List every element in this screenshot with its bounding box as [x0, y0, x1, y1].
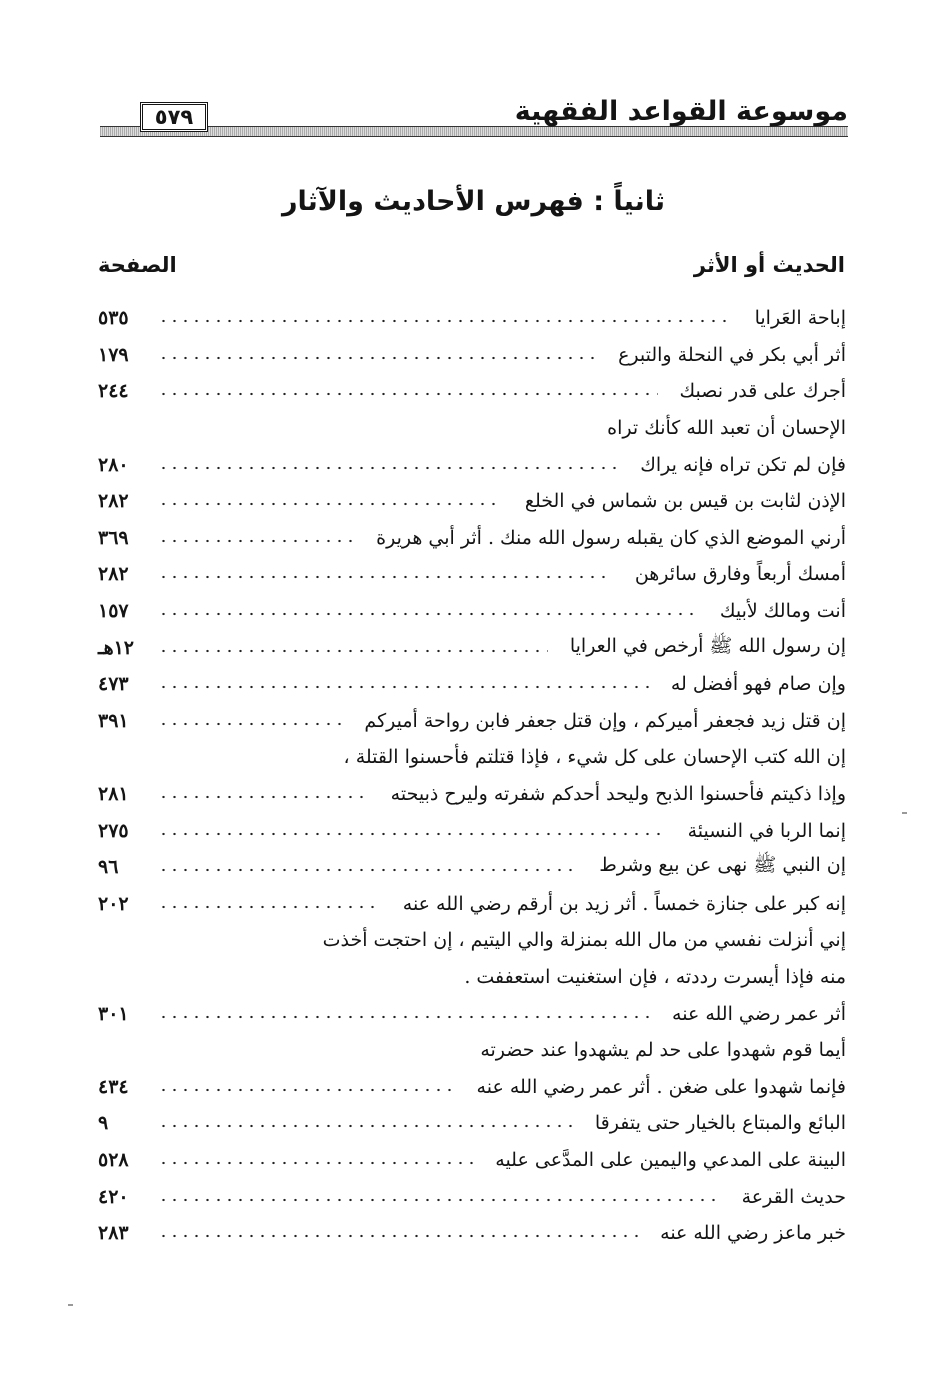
- index-entry: [98, 1215, 846, 1252]
- leader-dots: [158, 1088, 455, 1092]
- entry-text: أثر عمر رضي الله عنه: [672, 1002, 846, 1025]
- entry-text: أثر أبي بكر في النحلة والتبرع: [618, 343, 846, 366]
- leader-dots: [158, 612, 698, 616]
- index-entry: [98, 593, 846, 630]
- index-entry: [98, 556, 846, 593]
- leader-dots: [158, 1198, 720, 1202]
- entry-text: إن النبي ﷺ نهى عن بيع وشرط: [599, 854, 846, 877]
- index-entry: [98, 373, 846, 410]
- page-header: [100, 92, 848, 142]
- column-header-hadith: الحديث أو الأثر: [693, 253, 845, 277]
- leader-dots: [158, 466, 618, 470]
- leader-dots: [158, 539, 354, 543]
- entry-text: إن قتل زيد فجعفر أميركم ، وإن قتل جعفر فابن رواحة أميركم: [364, 709, 846, 732]
- entry-text: البائع والمبتاع بالخيار حتى يتفرقا: [594, 1112, 846, 1135]
- entry-page-number: ٢٨٠: [98, 453, 129, 476]
- entry-page-number: ٢٤٤: [98, 380, 129, 403]
- entry-text: أمسك أربعاً وفارق سائرهن: [634, 563, 846, 586]
- leader-dots: [158, 685, 649, 689]
- entry-text: أيما قوم شهدوا على حد لم يشهدوا عند حضرته: [480, 1039, 846, 1062]
- leader-dots: [158, 1015, 650, 1019]
- index-entry: [98, 1068, 846, 1105]
- entry-text: إني أنزلت نفسي من مال الله بمنزلة والي اليتيم ، إن احتجت أخذت: [322, 929, 846, 952]
- entry-text: إنما الربا في النسيئة: [687, 819, 846, 842]
- index-entry: [98, 1142, 846, 1179]
- index-entry: [98, 1105, 846, 1142]
- index-entry: [98, 629, 846, 666]
- index-entry: [98, 446, 846, 483]
- margin-mark: [68, 1304, 73, 1306]
- entry-page-number: ٢٨٢: [98, 563, 129, 586]
- entry-page-number: ٢٠٢: [98, 892, 129, 915]
- section-title: ثانياً : فهرس الأحاديث والآثار: [281, 186, 666, 217]
- leader-dots: [158, 795, 369, 799]
- entry-text: إباحة العَرايا: [754, 307, 846, 330]
- leader-dots: [158, 868, 577, 872]
- entry-page-number: ٤٣٤: [98, 1075, 129, 1098]
- leader-dots: [158, 1124, 573, 1128]
- entry-page-number: ٤٧٣: [98, 673, 129, 696]
- leader-dots: [158, 1161, 473, 1165]
- entry-page-number: ٤٢٠: [98, 1185, 129, 1208]
- leader-dots: [158, 502, 503, 506]
- index-entry: [98, 739, 846, 776]
- index-entry: [98, 922, 846, 959]
- leader-dots: [158, 392, 658, 396]
- entry-text: أجرك على قدر نصبك: [679, 380, 846, 403]
- index-entry: [98, 849, 846, 886]
- entry-text: إنه كبر على جنازة خمساً . أثر زيد بن أرقم رضي الله عنه: [402, 892, 846, 915]
- book-title: موسوعة القواعد الفقهية: [514, 96, 848, 127]
- margin-mark: [902, 812, 907, 814]
- leader-dots: [158, 319, 733, 323]
- entry-text: وإذا ذكيتم فأحسنوا الذبح وليحد أحدكم شفرته وليرح ذبيحته: [390, 783, 846, 806]
- index-entry: [98, 776, 846, 813]
- index-entry: [98, 483, 846, 520]
- index-entry: [98, 1032, 846, 1069]
- index-entry: [98, 959, 846, 996]
- entry-page-number: ١٥٧: [98, 600, 129, 623]
- index-entry: [98, 666, 846, 703]
- entry-page-number: ٩٦: [98, 856, 119, 879]
- entry-text: الإذن لثابت بن قيس بن شماس في الخلع: [524, 490, 846, 513]
- entry-page-number: ٥٣٥: [98, 307, 129, 330]
- entry-page-number: ٩: [98, 1112, 109, 1135]
- index-entry: [98, 300, 846, 337]
- entry-text: منه فإذا أيسرت رددته ، فإن استغنيت استعففت .: [464, 965, 846, 988]
- entry-text: البينة على المدعي واليمين على المدَّعى عليه: [495, 1148, 846, 1171]
- entry-page-number: ٢٧٥: [98, 819, 129, 842]
- entry-page-number: ٥٢٨: [98, 1148, 129, 1171]
- index-entry: [98, 410, 846, 447]
- column-header-page: الصفحة: [98, 253, 177, 277]
- entry-text: فإن لم تكن تراه فإنه يراك: [640, 453, 846, 476]
- entry-text: حديث القرعة: [741, 1185, 846, 1208]
- index-entry: [98, 520, 846, 557]
- index-entry: [98, 995, 846, 1032]
- index-entry: [98, 1178, 846, 1215]
- leader-dots: [158, 905, 381, 909]
- entry-text: إن الله كتب الإحسان على كل شيء ، فإذا قتلتم فأحسنوا القتلة ،: [343, 746, 846, 769]
- entry-text: خبر ماعز رضي الله عنه: [660, 1222, 846, 1245]
- leader-dots: [158, 356, 596, 360]
- entry-text: فإنما شهدوا على ضغن . أثر عمر رضي الله عنه: [476, 1075, 846, 1098]
- entry-page-number: ٢٨١: [98, 783, 129, 806]
- entry-page-number: ١٢هـ: [98, 636, 135, 659]
- leader-dots: [158, 832, 666, 836]
- entry-page-number: ٣٠١: [98, 1002, 129, 1025]
- index-entry: [98, 812, 846, 849]
- leader-dots: [158, 575, 613, 579]
- leader-dots: [158, 722, 342, 726]
- leader-dots: [158, 649, 548, 653]
- entry-text: إن رسول الله ﷺ أرخص في العرايا: [569, 634, 846, 657]
- entry-page-number: ٣٦٩: [98, 526, 129, 549]
- entry-page-number: ١٧٩: [98, 343, 129, 366]
- entry-text: أنت ومالك لأبيك: [719, 600, 846, 623]
- entry-text: الإحسان أن تعبد الله كأنك تراه: [607, 417, 846, 440]
- entry-page-number: ٢٨٣: [98, 1222, 129, 1245]
- entry-text: أرني الموضع الذي كان يقبله رسول الله منك . أثر أبي هريرة: [376, 526, 846, 549]
- entry-text: وإن صام فهو أفضل له: [670, 673, 846, 696]
- page-number: ٥٧٩: [140, 102, 208, 132]
- index-entry: [98, 703, 846, 740]
- entry-page-number: ٣٩١: [98, 709, 129, 732]
- leader-dots: [158, 1234, 638, 1238]
- index-entries: [98, 300, 846, 1251]
- entry-page-number: ٢٨٢: [98, 490, 129, 513]
- index-entry: [98, 886, 846, 923]
- index-entry: [98, 337, 846, 374]
